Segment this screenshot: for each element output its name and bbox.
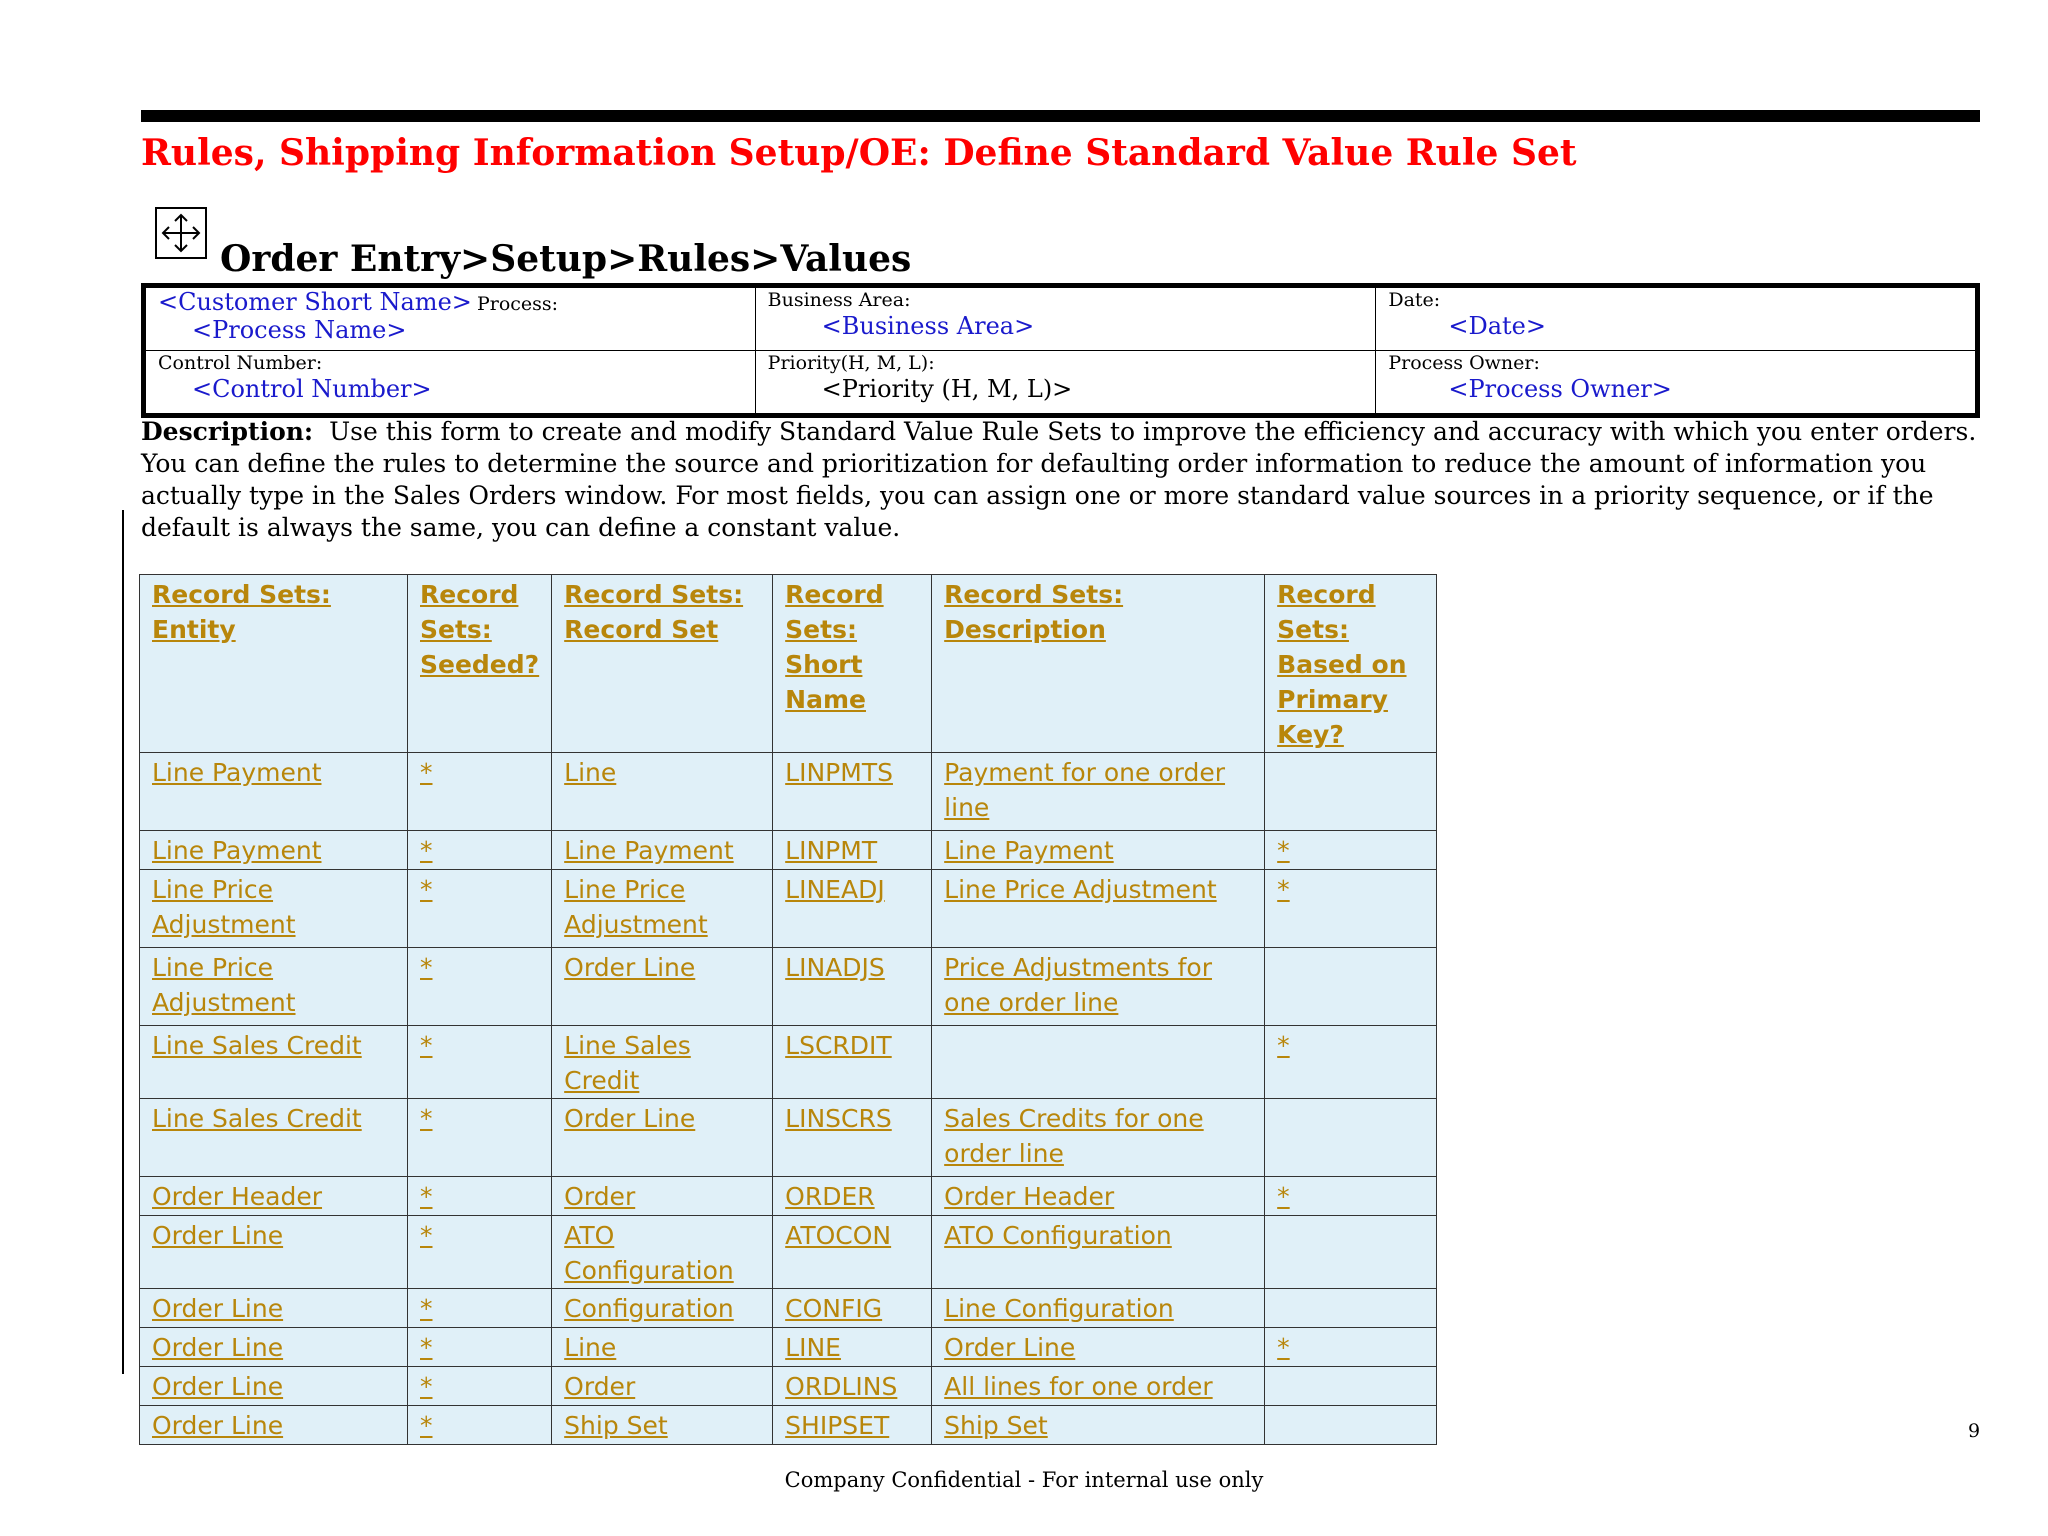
description-text: Use this form to create and modify Standard Value Rule Sets to improve the efficiency and accuracy with which you enter orders. You can define the rules to determine the source and prioritization for defaulting order information to reduce the amount of information you actually type in the Sales Orders window. For most fields, you can assign one or more standard value sources in a priority sequence, or if the default is always the same, you can define a constant value. bbox=[141, 417, 1977, 542]
cell-entity[interactable]: Line Sales Credit bbox=[140, 1099, 408, 1177]
header-cell-process-owner bbox=[1376, 351, 1978, 416]
page-number: 9 bbox=[1968, 1420, 1981, 1442]
cell-description[interactable]: Payment for one order line bbox=[932, 753, 1265, 831]
cell-seeded[interactable]: * bbox=[408, 1406, 552, 1445]
cell-short-name[interactable]: ORDER bbox=[773, 1177, 932, 1216]
control-number-value: <Control Number> bbox=[192, 375, 432, 403]
process-owner-value: <Process Owner> bbox=[1448, 375, 1672, 403]
cell-seeded[interactable]: * bbox=[408, 831, 552, 870]
header-cell-date bbox=[1376, 286, 1978, 351]
cell-entity[interactable]: Line Payment bbox=[140, 753, 408, 831]
cell-seeded[interactable]: * bbox=[408, 1289, 552, 1328]
confidential-footer: Company Confidential - For internal use only bbox=[784, 1468, 1264, 1492]
cell-short-name[interactable]: LINEADJ bbox=[773, 870, 932, 948]
cell-seeded[interactable]: * bbox=[408, 1177, 552, 1216]
business-area-value: <Business Area> bbox=[821, 312, 1035, 340]
cell-short-name[interactable]: ATOCON bbox=[773, 1216, 932, 1289]
table-row bbox=[140, 1216, 1437, 1289]
move-arrows-icon bbox=[155, 207, 207, 259]
cell-seeded[interactable]: * bbox=[408, 1026, 552, 1099]
cell-entity[interactable]: Line Sales Credit bbox=[140, 1026, 408, 1099]
cell-entity[interactable]: Order Line bbox=[140, 1367, 408, 1406]
cell-record-set[interactable]: Order bbox=[552, 1177, 773, 1216]
cell-description[interactable]: Order Line bbox=[932, 1328, 1265, 1367]
column-header-primary-key: Record Sets: Based on Primary Key? bbox=[1265, 575, 1437, 753]
cell-description[interactable]: All lines for one order bbox=[932, 1367, 1265, 1406]
cell-record-set[interactable]: ATO Configuration bbox=[552, 1216, 773, 1289]
cell-primary-key[interactable] bbox=[1265, 1216, 1437, 1289]
table-row bbox=[140, 831, 1437, 870]
cell-record-set[interactable]: Ship Set bbox=[552, 1406, 773, 1445]
table-row bbox=[140, 753, 1437, 831]
date-label: Date: bbox=[1388, 289, 1441, 311]
column-header-record-set: Record Sets: Record Set bbox=[552, 575, 773, 753]
table-row bbox=[140, 948, 1437, 1026]
business-area-label: Business Area: bbox=[767, 289, 911, 311]
cell-description[interactable]: Line Price Adjustment bbox=[932, 870, 1265, 948]
column-header-description: Record Sets: Description bbox=[932, 575, 1265, 753]
cell-description[interactable]: ATO Configuration bbox=[932, 1216, 1265, 1289]
table-row bbox=[140, 1026, 1437, 1099]
table-row bbox=[140, 1177, 1437, 1216]
cell-seeded[interactable]: * bbox=[408, 948, 552, 1026]
cell-short-name[interactable]: ORDLINS bbox=[773, 1367, 932, 1406]
description-label: Description: bbox=[141, 417, 314, 446]
cell-short-name[interactable]: SHIPSET bbox=[773, 1406, 932, 1445]
cell-seeded[interactable]: * bbox=[408, 1328, 552, 1367]
cell-description[interactable] bbox=[932, 1026, 1265, 1099]
date-value: <Date> bbox=[1448, 312, 1546, 340]
header-cell-priority bbox=[755, 351, 1376, 416]
cell-short-name[interactable]: LINSCRS bbox=[773, 1099, 932, 1177]
column-header-entity: Record Sets: Entity bbox=[140, 575, 408, 753]
description-paragraph bbox=[141, 416, 1986, 544]
cell-primary-key[interactable] bbox=[1265, 948, 1437, 1026]
cell-seeded[interactable]: * bbox=[408, 870, 552, 948]
table-header-row bbox=[140, 575, 1437, 753]
cell-description[interactable]: Sales Credits for one order line bbox=[932, 1099, 1265, 1177]
table-row bbox=[140, 1367, 1437, 1406]
cell-entity[interactable]: Order Line bbox=[140, 1289, 408, 1328]
cell-primary-key[interactable] bbox=[1265, 1406, 1437, 1445]
table-row bbox=[140, 1328, 1437, 1367]
cell-short-name[interactable]: CONFIG bbox=[773, 1289, 932, 1328]
cell-entity[interactable]: Order Line bbox=[140, 1406, 408, 1445]
priority-label: Priority(H, M, L): bbox=[767, 352, 935, 374]
cell-description[interactable]: Price Adjustments for one order line bbox=[932, 948, 1265, 1026]
cell-primary-key[interactable]: * bbox=[1265, 1328, 1437, 1367]
cell-entity[interactable]: Order Header bbox=[140, 1177, 408, 1216]
cell-record-set[interactable]: Line Payment bbox=[552, 831, 773, 870]
process-owner-label: Process Owner: bbox=[1388, 352, 1540, 374]
cell-primary-key[interactable] bbox=[1265, 1367, 1437, 1406]
cell-primary-key[interactable] bbox=[1265, 1289, 1437, 1328]
cell-primary-key[interactable] bbox=[1265, 1099, 1437, 1177]
cell-record-set[interactable]: Configuration bbox=[552, 1289, 773, 1328]
header-cell-control-number bbox=[144, 351, 756, 416]
page-title: Rules, Shipping Information Setup/OE: Define Standard Value Rule Set bbox=[141, 132, 1577, 174]
cell-seeded[interactable]: * bbox=[408, 753, 552, 831]
cell-seeded[interactable]: * bbox=[408, 1216, 552, 1289]
header-cell-business-area bbox=[755, 286, 1376, 351]
document-header-table bbox=[141, 283, 1980, 418]
control-number-label: Control Number: bbox=[158, 352, 323, 374]
cell-record-set[interactable]: Order Line bbox=[552, 948, 773, 1026]
cell-entity[interactable]: Line Price Adjustment bbox=[140, 870, 408, 948]
cell-seeded[interactable]: * bbox=[408, 1099, 552, 1177]
column-header-seeded: Record Sets: Seeded? bbox=[408, 575, 552, 753]
column-header-short-name: Record Sets: Short Name bbox=[773, 575, 932, 753]
change-bar bbox=[122, 574, 124, 1374]
cell-entity[interactable]: Line Payment bbox=[140, 831, 408, 870]
cell-description[interactable]: Order Header bbox=[932, 1177, 1265, 1216]
process-name: <Process Name> bbox=[192, 316, 407, 344]
customer-short-name: <Customer Short Name> bbox=[158, 288, 472, 316]
priority-value: <Priority (H, M, L)> bbox=[821, 375, 1073, 403]
cell-primary-key[interactable]: * bbox=[1265, 870, 1437, 948]
table-row bbox=[140, 1289, 1437, 1328]
table-row bbox=[140, 870, 1437, 948]
cell-short-name[interactable]: LINPMT bbox=[773, 831, 932, 870]
cell-record-set[interactable]: Line bbox=[552, 1328, 773, 1367]
cell-description[interactable]: Ship Set bbox=[932, 1406, 1265, 1445]
cell-short-name[interactable]: LINE bbox=[773, 1328, 932, 1367]
cell-entity[interactable]: Order Line bbox=[140, 1216, 408, 1289]
cell-entity[interactable]: Line Price Adjustment bbox=[140, 948, 408, 1026]
cell-short-name[interactable]: LSCRDIT bbox=[773, 1026, 932, 1099]
table-row bbox=[140, 1406, 1437, 1445]
cell-record-set[interactable]: Line bbox=[552, 753, 773, 831]
change-bar bbox=[122, 510, 124, 574]
record-sets-table bbox=[139, 574, 1437, 1445]
cell-record-set[interactable]: Order bbox=[552, 1367, 773, 1406]
cell-entity[interactable]: Order Line bbox=[140, 1328, 408, 1367]
cell-short-name[interactable]: LINPMTS bbox=[773, 753, 932, 831]
cell-primary-key[interactable] bbox=[1265, 753, 1437, 831]
cell-description[interactable]: Line Payment bbox=[932, 831, 1265, 870]
table-row bbox=[140, 1099, 1437, 1177]
cell-description[interactable]: Line Configuration bbox=[932, 1289, 1265, 1328]
cell-record-set[interactable]: Order Line bbox=[552, 1099, 773, 1177]
navigation-path: Order Entry>Setup>Rules>Values bbox=[220, 238, 912, 280]
cell-record-set[interactable]: Line Sales Credit bbox=[552, 1026, 773, 1099]
process-label: Process: bbox=[476, 293, 559, 315]
cell-seeded[interactable]: * bbox=[408, 1367, 552, 1406]
cell-primary-key[interactable]: * bbox=[1265, 1026, 1437, 1099]
cell-record-set[interactable]: Line Price Adjustment bbox=[552, 870, 773, 948]
cell-primary-key[interactable]: * bbox=[1265, 831, 1437, 870]
cell-short-name[interactable]: LINADJS bbox=[773, 948, 932, 1026]
cell-primary-key[interactable]: * bbox=[1265, 1177, 1437, 1216]
top-rule bbox=[141, 110, 1980, 122]
header-cell-process bbox=[144, 286, 756, 351]
